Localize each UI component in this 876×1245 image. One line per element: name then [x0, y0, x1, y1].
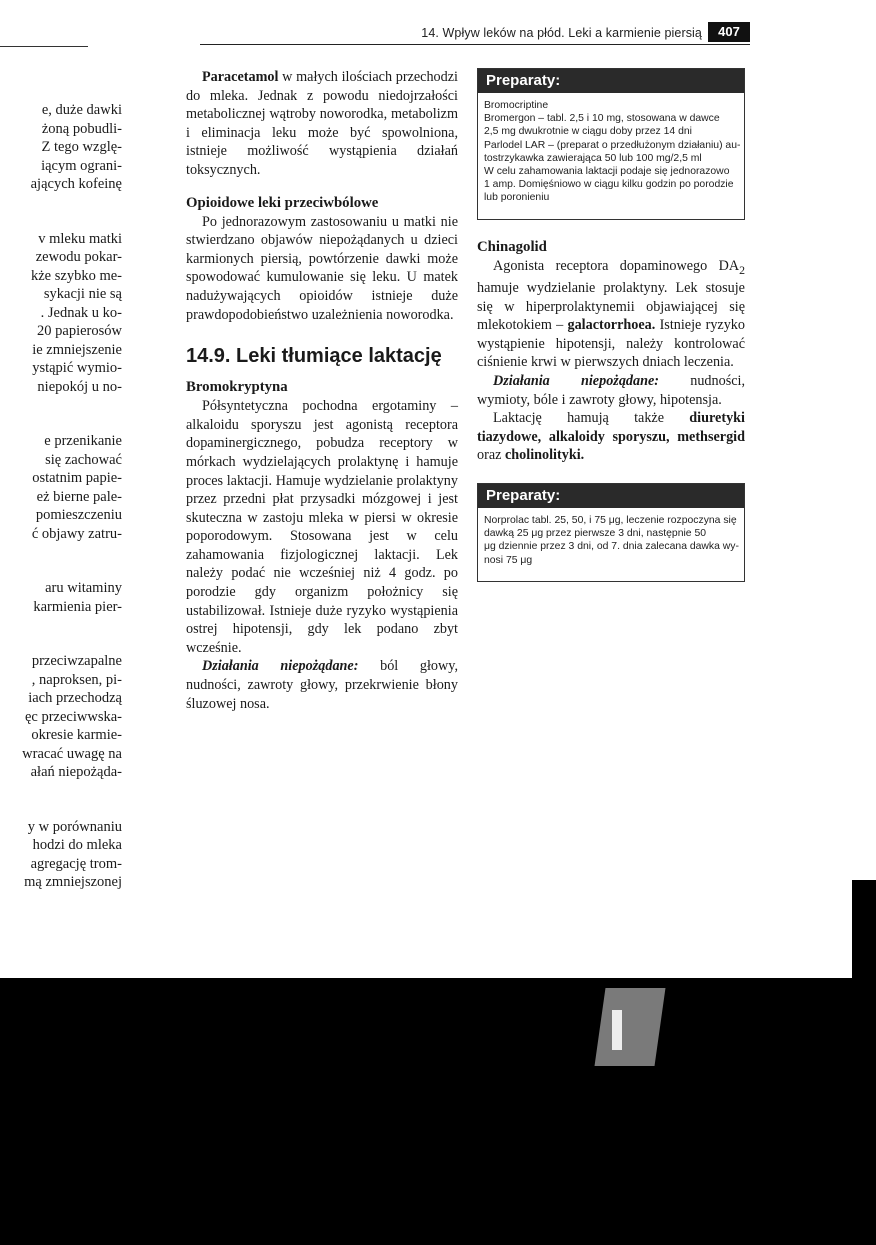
preparations-box-body — [478, 93, 744, 219]
left-column-line: zewodu pokar- — [35, 249, 122, 265]
lactation-inhibitors-paragraph — [477, 409, 745, 465]
chinagolid-bold-term: galactorrhoea. — [567, 317, 656, 334]
preparation-line: 1 amp. Domięśniowo w ciągu kilku godzin po porodzie — [484, 179, 734, 191]
running-title: 14. Wpływ leków na płód. Leki a karmienie piersią — [421, 26, 702, 40]
bromocriptine-adverse-text: ból głowy, nudności, zawroty głowy, przekrwienie błony śluzowej nosa. — [186, 658, 458, 712]
left-column-line — [0, 543, 122, 579]
left-column-line: niepokój u no- — [37, 378, 122, 395]
scan-bottom-dark-area — [0, 978, 876, 1245]
left-column-line: ostatnim papie- — [32, 470, 122, 486]
right-column — [477, 68, 745, 582]
lactation-bold-term-2: cholinolityki. — [504, 447, 585, 464]
chinagolid-adverse-text: nudności, wymioty, bóle i zawroty głowy, hipotensja. — [477, 373, 746, 408]
bromocriptine-adverse-label: Działania niepożądane: — [202, 658, 359, 675]
running-header — [200, 22, 750, 45]
left-column-line: sykacji nie są — [43, 286, 122, 302]
chinagolid-text-b: hamuje wydzielanie prolaktyny. Lek stosuje się w hiperprolaktynemii objawiającej się mlekotokiem – — [477, 280, 745, 334]
paracetamol-term: Paracetamol — [202, 69, 279, 85]
left-column-line: przeciwzapalne — [31, 653, 122, 669]
left-column-lines — [0, 101, 122, 892]
chinagolid-paragraph — [477, 257, 745, 372]
scan-edge-shadow — [852, 880, 876, 990]
left-column-line: v mleku matki — [38, 230, 122, 247]
section-title: 14.9. Leki tłumiące laktację — [186, 345, 442, 368]
scan-artifact-highlight — [612, 1010, 622, 1050]
preparation-line: 2,5 mg dwukrotnie w ciągu doby przez 14 dni — [484, 126, 692, 138]
preparation-line: nosi 75 μg — [484, 554, 533, 566]
left-column-line: pomieszczeniu — [35, 507, 122, 523]
opioid-paragraph: Po jednorazowym zastosowaniu u matki nie stwierdzano objawów niepożądanych u dzieci karmionych piersią, powtórzenie dawki może spowodować kumulowanie się leku. U matek nadużywających opioidów istnieje duże prawdopodobieństwo uzależnienia noworodka. — [186, 213, 458, 323]
middle-column — [186, 68, 458, 713]
left-column-line: iach przechodzą — [28, 690, 122, 706]
left-column-line: ających kofeinę — [30, 176, 122, 192]
left-column-line: hodzi do mleka — [32, 837, 122, 853]
left-column-line — [0, 396, 122, 432]
left-column-line: aru witaminy — [45, 580, 122, 596]
left-column-line: kże szybko me- — [31, 267, 122, 284]
lactation-text-a: Laktację hamują także — [493, 410, 690, 427]
paracetamol-text: w małych ilościach przechodzi do mleka. Jednak z powodu niedojrzałości metabolicznej wątroby noworodka, metabolizm i eliminacja leku może być spowolniona, istnieje możliwość wystąpienia działań toksycznych. — [186, 69, 458, 178]
preparation-line: μg dziennie przez 3 dni, od 7. dnia zalecana dawka wy- — [484, 541, 739, 553]
left-column-line — [0, 782, 122, 818]
preparations-box-title: Preparaty: — [478, 69, 744, 93]
left-column-line — [0, 194, 122, 230]
left-column-line: ystąpić wymio- — [32, 360, 122, 376]
left-column-line: ęc przeciwwska- — [24, 708, 122, 725]
preparation-line: lub poronieniu — [484, 192, 550, 204]
page-number: 407 — [708, 22, 750, 42]
left-column-line: e, duże dawki — [41, 102, 122, 118]
preparations-box-title-2: Preparaty: — [478, 484, 744, 508]
chinagolid-text-c: Istnieje ryzyko wystąpienie hipotensji, należy kontrolować ciśnienie krwi w pierwszych dniach leczenia. — [477, 317, 745, 371]
left-header-rule — [0, 46, 88, 47]
left-column-line: 20 papierosów — [37, 323, 122, 339]
bromocriptine-heading: Bromokryptyna — [186, 379, 288, 396]
chinagolid-adverse-label: Działania niepożądane: — [493, 373, 660, 390]
left-column-line: ie zmniejszenie — [32, 341, 122, 358]
left-column-line: , naproksen, pi- — [31, 671, 122, 688]
bromocriptine-paragraph: Półsyntetyczna pochodna ergotaminy – alkaloidu sporyszu jest agonistą receptora dopaminergicznego, pobudza receptory w mórkach wydzielających prolaktynę i hamuje proces laktacji. Hamuje wydzielanie prolaktyny przez przedni płat przysadki mózgowej i jest skuteczna w zastoju mleka w piersi w okresie poporodowym. Stosowana jest w celu zahamowania fizjologicznej laktacji. Lek należy podać nie wcześniej niż 4 godz. po porodzie gdy organizm położnicy się ustabilizował. Istnieje duże ryzyko wystąpienia ostrej hipotensji, gdy lek podano zbyt wcześnie. — [186, 398, 458, 656]
left-column-line: ałań niepożąda- — [30, 764, 122, 780]
preparation-line: tostrzykawka zawierająca 50 lub 100 mg/2,5 ml — [484, 152, 702, 164]
left-column-line: Z tego wzglę- — [41, 139, 122, 155]
chinagolid-adverse-paragraph — [477, 372, 745, 409]
preparation-line: W celu zahamowania laktacji podaje się jednorazowo — [484, 166, 730, 178]
left-column-line — [0, 616, 122, 652]
preparation-line: Parlodel LAR – (preparat o przedłużonym działaniu) au- — [484, 139, 741, 151]
preparation-line: Bromergon – tabl. 2,5 i 10 mg, stosowana w dawce — [484, 113, 720, 125]
left-column-line: żoną pobudli- — [41, 120, 122, 137]
paracetamol-paragraph — [186, 68, 458, 180]
scan-artifact — [595, 988, 666, 1066]
left-column-line: ć objawy zatru- — [31, 525, 122, 542]
left-column-line: wracać uwagę na — [22, 745, 122, 762]
left-column-line: się zachować — [45, 451, 122, 468]
left-column-line: mą zmniejszonej — [24, 874, 122, 890]
left-column-line: . Jednak u ko- — [40, 304, 122, 321]
preparations-box-body-2 — [478, 508, 744, 581]
left-column-line: y w porównaniu — [27, 818, 122, 835]
preparation-line: Norprolac tabl. 25, 50, i 75 μg, leczenie rozpoczyna się — [484, 514, 737, 526]
left-column-line: eż bierne pale- — [36, 488, 122, 505]
bromocriptine-adverse-paragraph — [186, 657, 458, 713]
preparations-box-chinagolid — [477, 483, 745, 582]
left-column-line: iącym ograni- — [41, 157, 122, 174]
preparation-line: Bromocriptine — [484, 100, 549, 111]
chinagolid-heading: Chinagolid — [477, 238, 547, 255]
left-column-line: agregację trom- — [30, 855, 122, 872]
left-column-line: karmienia pier- — [33, 598, 122, 615]
lactation-bold-terms: diuretyki tiazydowe, alkaloidy sporyszu, methsergid — [477, 410, 745, 445]
left-column-line: e przenikanie — [44, 433, 122, 449]
chinagolid-text-a: Agonista receptora dopaminowego DA — [493, 257, 740, 274]
lactation-text-b: oraz — [477, 447, 505, 464]
preparation-line: dawką 25 μg przez pierwsze 3 dni, następnie 50 — [484, 528, 707, 540]
left-column-fragment — [0, 0, 140, 950]
opioid-heading: Opioidowe leki przeciwbólowe — [186, 194, 379, 211]
preparations-box-bromocriptine — [477, 68, 745, 220]
chinagolid-subscript: 2 — [739, 262, 745, 277]
left-column-line: okresie karmie- — [31, 727, 122, 743]
